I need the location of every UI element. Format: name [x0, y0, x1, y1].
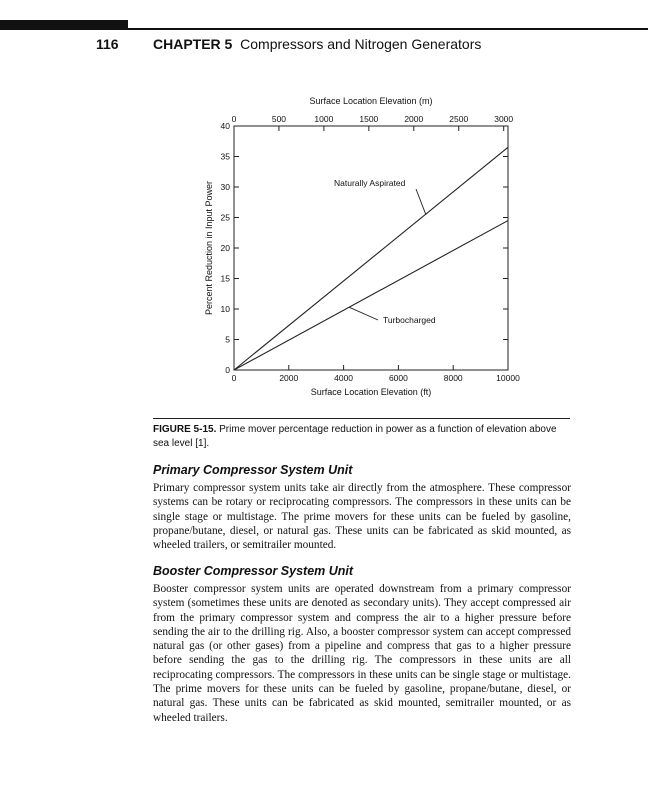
top-axis-label: Surface Location Elevation (m) — [309, 96, 433, 106]
x2-tick-label: 2000 — [404, 114, 424, 124]
y-tick-label: 35 — [220, 151, 230, 162]
section-body-primary: Primary compressor system units take air directly from the atmosphere. These compressor systems can be rotary or reciprocating compressors. The compressors in these units can be single stage or multistage. The prime movers for these units can be fueled by gasoline, propane/butane, diesel, or natural gas. These units can be fabricated as skid mounted, as wheeled trailers, or semitrailer mounted. — [153, 482, 571, 552]
x-tick-label: 4000 — [334, 373, 354, 383]
series-line — [234, 221, 508, 370]
y-tick-label: 20 — [220, 243, 230, 253]
x-tick-label: 8000 — [443, 373, 463, 383]
y-tick-label: 30 — [220, 182, 230, 192]
x-axis-label: Surface Location Elevation (ft) — [310, 387, 432, 397]
plot-frame — [234, 126, 508, 370]
x2-tick-label: 1000 — [314, 114, 334, 124]
x-tick-label: 10000 — [496, 373, 520, 383]
x2-tick-label: 2500 — [449, 114, 469, 124]
section-heading-booster: Booster Compressor System Unit — [153, 564, 354, 578]
y-tick-label: 40 — [220, 121, 230, 131]
annotation-label: Turbocharged — [383, 315, 436, 325]
x-tick-label: 6000 — [388, 373, 408, 383]
chapter-label: CHAPTER 5 — [153, 36, 233, 52]
y-tick-label: 25 — [220, 212, 230, 223]
x-tick-label: 2000 — [279, 373, 299, 383]
y-tick-label: 10 — [220, 304, 230, 314]
y-tick-label: 15 — [220, 273, 230, 284]
x2-tick-label: 0 — [231, 114, 237, 124]
figure-caption — [153, 423, 573, 451]
page-number: 116 — [96, 36, 119, 52]
y-tick-label: 0 — [225, 365, 230, 375]
y-axis-label: Percent Reduction in Input Power — [204, 180, 214, 316]
chapter-title: Compressors and Nitrogen Generators — [240, 36, 482, 52]
section-body-booster: Booster compressor system units are operated downstream from a primary compressor system (sometimes these units are denoted as secondary units). They accept compressed air from the primary compressor system and compress the air to a higher pressure before sending the air to the drilling rig. Also, a booster compressor system can accept compressed natural gas (or other gases) from a pipeline and compress that gas to a higher pressure before sending the gas to the drilling rig. The compressors in these units are all reciprocating compressors. The compressors in these units can be single stage or multistage. The prime movers for these units can be fueled by gasoline, propane/butane, diesel, or natural gas. These units can be fabricated as skid mounted, semitrailer mounted, or as wheeled trailers. — [153, 583, 571, 724]
caption-rule — [153, 418, 570, 419]
figure-caption-text: Prime mover percentage reduction in power as a function of elevation above sea level [1]. — [153, 424, 557, 449]
x2-tick-label: 1500 — [359, 114, 379, 124]
annotation-label: Naturally Aspirated — [334, 178, 406, 188]
x2-tick-label: 500 — [271, 114, 287, 124]
section-heading-primary: Primary Compressor System Unit — [153, 463, 353, 477]
figure-label: FIGURE 5-15. — [153, 424, 217, 435]
y-tick-label: 5 — [225, 334, 230, 345]
x2-tick-label: 3000 — [494, 114, 514, 124]
annotation-leader — [349, 307, 378, 320]
x-tick-label: 0 — [231, 373, 237, 383]
annotation-leader — [416, 189, 426, 214]
